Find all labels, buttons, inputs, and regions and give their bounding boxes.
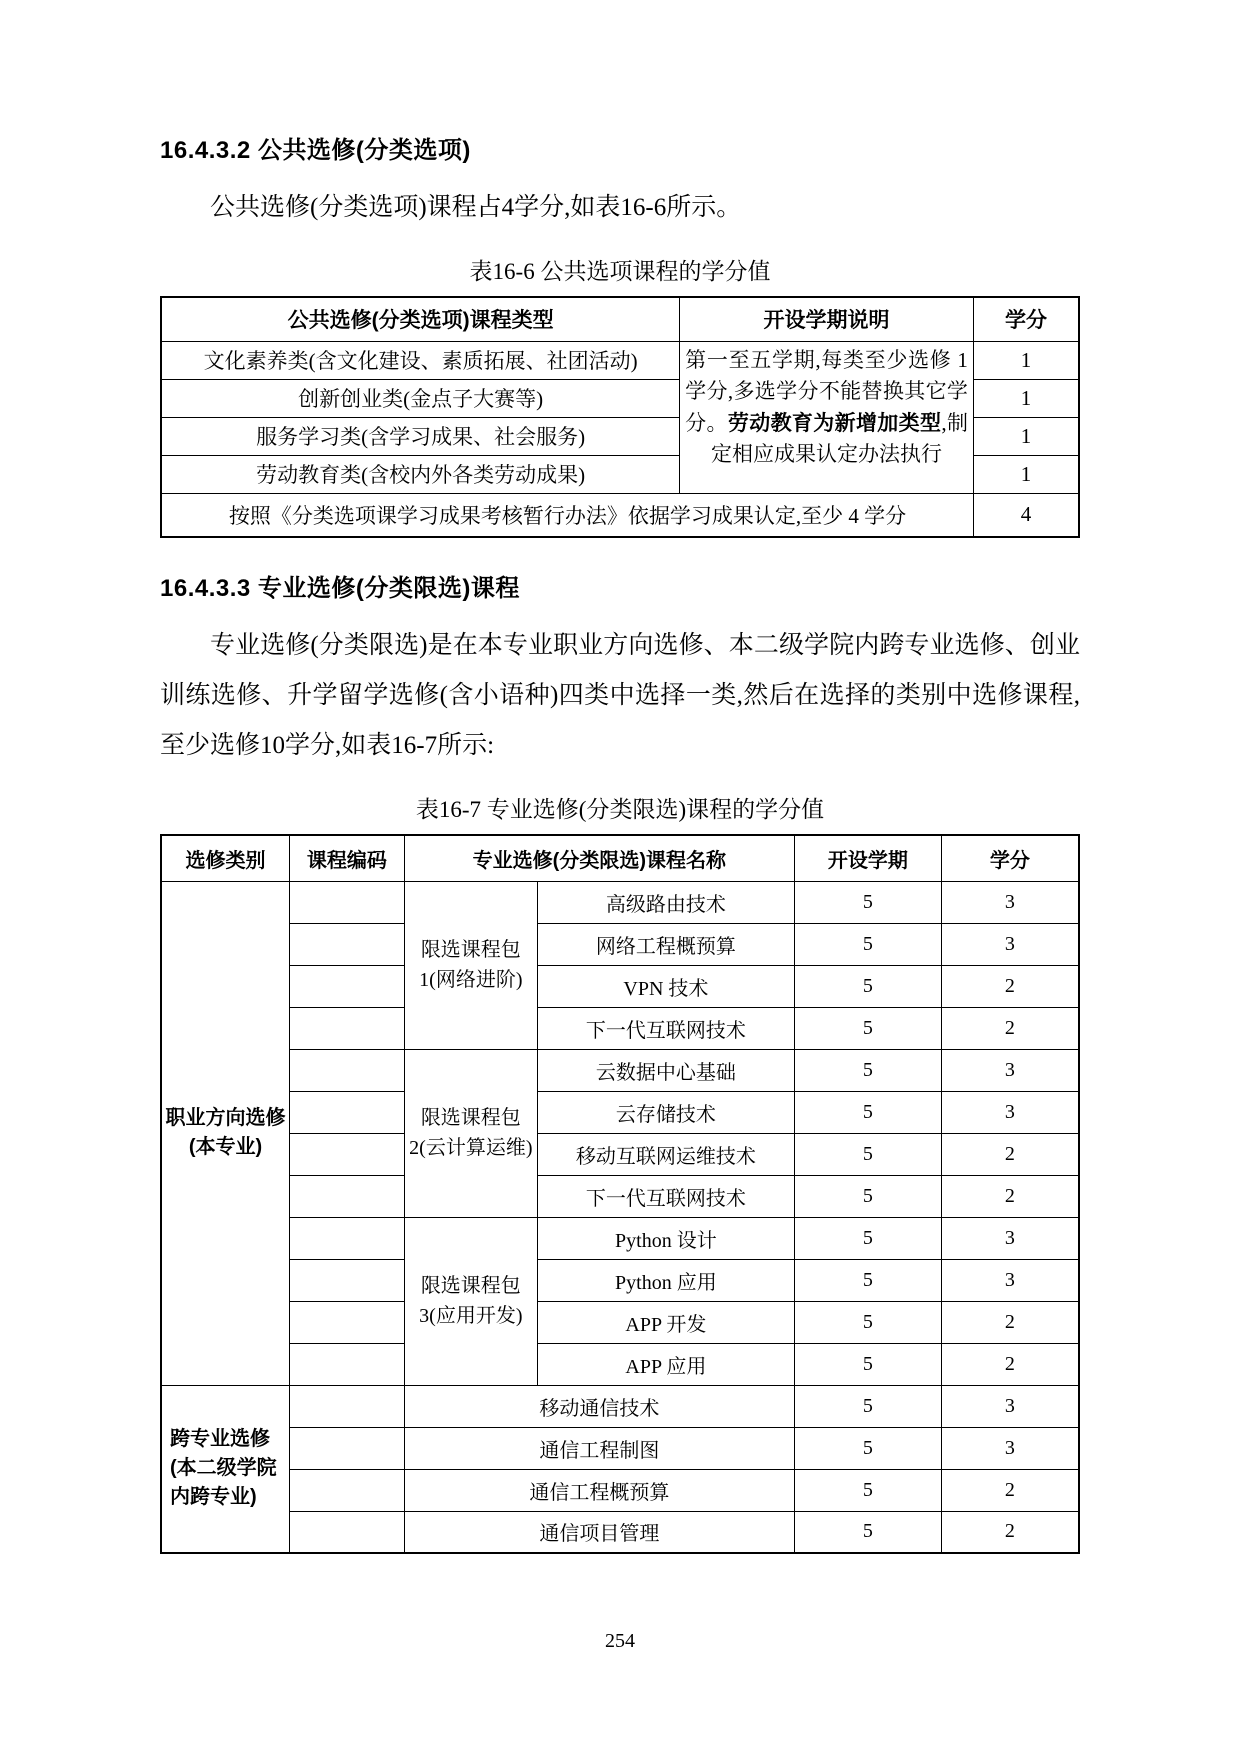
course-type-cell: 劳动教育类(含校内外各类劳动成果) xyxy=(161,455,680,493)
table-16-7 xyxy=(160,834,1080,1554)
semester-cell: 5 xyxy=(794,965,941,1007)
section2-paragraph: 专业选修(分类限选)是在本专业职业方向选修、本二级学院内跨专业选修、创业训练选修、升学留学选修(含小语种)四类中选择一类,然后在选择的类别中选修课程,至少选修10学分,如表16-7所示: xyxy=(160,632,1080,759)
course-name-cell: 通信项目管理 xyxy=(404,1511,794,1553)
course-name-cell: 高级路由技术 xyxy=(537,881,794,923)
table-row xyxy=(161,341,1079,379)
table-header-row xyxy=(161,297,1079,341)
course-name-cell: Python 设计 xyxy=(537,1217,794,1259)
course-code-cell xyxy=(290,923,405,965)
semester-cell: 5 xyxy=(794,1259,941,1301)
t2-header-category: 选修类别 xyxy=(161,835,290,881)
course-name-cell: 下一代互联网技术 xyxy=(537,1175,794,1217)
credit-cell: 2 xyxy=(941,1175,1079,1217)
credit-cell: 3 xyxy=(941,1385,1079,1427)
course-name-cell: APP 应用 xyxy=(537,1343,794,1385)
table-row xyxy=(161,1385,1079,1427)
course-code-cell xyxy=(290,1343,405,1385)
course-code-cell xyxy=(290,1217,405,1259)
semester-cell: 5 xyxy=(794,1175,941,1217)
semester-cell: 5 xyxy=(794,1133,941,1175)
table-row xyxy=(161,1007,1079,1049)
credit-cell: 3 xyxy=(941,881,1079,923)
table-header-row xyxy=(161,835,1079,881)
table-row xyxy=(161,1301,1079,1343)
credit-cell: 2 xyxy=(941,1007,1079,1049)
course-code-cell xyxy=(290,1259,405,1301)
credit-cell: 3 xyxy=(941,1259,1079,1301)
table-16-6-caption: 表16-6 公共选项课程的学分值 xyxy=(469,259,771,284)
credit-cell: 4 xyxy=(973,493,1079,537)
table-row xyxy=(161,1259,1079,1301)
semester-cell: 5 xyxy=(794,1385,941,1427)
course-code-cell xyxy=(290,1175,405,1217)
table-row xyxy=(161,1427,1079,1469)
course-code-cell xyxy=(290,1049,405,1091)
table-row xyxy=(161,1511,1079,1553)
t1-header-course-type: 公共选修(分类选项)课程类型 xyxy=(161,297,680,341)
semester-cell: 5 xyxy=(794,1427,941,1469)
semester-cell: 5 xyxy=(794,1007,941,1049)
credit-cell: 1 xyxy=(973,417,1079,455)
t1-header-semester-note: 开设学期说明 xyxy=(680,297,974,341)
course-type-cell: 文化素养类(含文化建设、素质拓展、社团活动) xyxy=(161,341,680,379)
credit-cell: 3 xyxy=(941,1091,1079,1133)
note-text-part1: 第一至五学期,每类至少选修 1 学分,多选学分不能替换其它学分。 xyxy=(685,347,968,435)
course-code-cell xyxy=(290,965,405,1007)
table-row xyxy=(161,965,1079,1007)
section-heading-16-4-3-2: 16.4.3.2 公共选修(分类选项) xyxy=(160,137,471,164)
credit-cell: 2 xyxy=(941,1133,1079,1175)
semester-cell: 5 xyxy=(794,881,941,923)
course-name-cell: Python 应用 xyxy=(537,1259,794,1301)
semester-cell: 5 xyxy=(794,1343,941,1385)
course-name-cell: 云存储技术 xyxy=(537,1091,794,1133)
course-name-cell: 移动通信技术 xyxy=(404,1385,794,1427)
table-row xyxy=(161,1175,1079,1217)
note-text-part2: ,制定相应成果认定办法执行 xyxy=(711,410,968,466)
table-row xyxy=(161,1091,1079,1133)
course-name-cell: 通信工程制图 xyxy=(404,1427,794,1469)
course-name-cell: 通信工程概预算 xyxy=(404,1469,794,1511)
course-name-cell: 网络工程概预算 xyxy=(537,923,794,965)
category-cell-major: 职业方向选修(本专业) xyxy=(161,881,290,1385)
table-row xyxy=(161,1133,1079,1175)
semester-cell: 5 xyxy=(794,1511,941,1553)
package-cell-1: 限选课程包 1(网络进阶) xyxy=(404,881,537,1049)
semester-cell: 5 xyxy=(794,1217,941,1259)
table-row xyxy=(161,881,1079,923)
t1-header-credit: 学分 xyxy=(973,297,1079,341)
course-code-cell xyxy=(290,1469,405,1511)
course-code-cell xyxy=(290,1007,405,1049)
semester-cell: 5 xyxy=(794,1301,941,1343)
course-code-cell xyxy=(290,1427,405,1469)
credit-cell: 3 xyxy=(941,1427,1079,1469)
credit-cell: 3 xyxy=(941,1217,1079,1259)
credit-cell: 3 xyxy=(941,1049,1079,1091)
table-16-6 xyxy=(160,296,1080,538)
course-type-cell: 服务学习类(含学习成果、社会服务) xyxy=(161,417,680,455)
note-text-bold: 劳动教育为新增加类型 xyxy=(727,411,942,435)
credit-cell: 2 xyxy=(941,1343,1079,1385)
page-number: 254 xyxy=(605,1630,635,1652)
section-heading-16-4-3-3: 16.4.3.3 专业选修(分类限选)课程 xyxy=(160,575,520,602)
course-code-cell xyxy=(290,1511,405,1553)
credit-cell: 1 xyxy=(973,341,1079,379)
t2-header-course-name: 专业选修(分类限选)课程名称 xyxy=(404,835,794,881)
footer-rule-cell: 按照《分类选项课学习成果考核暂行办法》依据学习成果认定,至少 4 学分 xyxy=(161,493,973,537)
course-name-cell: VPN 技术 xyxy=(537,965,794,1007)
t2-header-credit: 学分 xyxy=(941,835,1079,881)
semester-cell: 5 xyxy=(794,1049,941,1091)
table-row xyxy=(161,1469,1079,1511)
credit-cell: 1 xyxy=(973,379,1079,417)
course-name-cell: APP 开发 xyxy=(537,1301,794,1343)
category-cell-cross-major: 跨专业选修(本二级学院内跨专业) xyxy=(161,1385,290,1553)
table-row xyxy=(161,1217,1079,1259)
table-footer-row xyxy=(161,493,1079,537)
t2-header-course-code: 课程编码 xyxy=(290,835,405,881)
credit-cell: 2 xyxy=(941,1469,1079,1511)
semester-cell: 5 xyxy=(794,923,941,965)
semester-note-cell xyxy=(680,341,974,493)
credit-cell: 2 xyxy=(941,1301,1079,1343)
course-name-cell: 移动互联网运维技术 xyxy=(537,1133,794,1175)
table-row xyxy=(161,1343,1079,1385)
course-code-cell xyxy=(290,1133,405,1175)
course-code-cell xyxy=(290,1301,405,1343)
course-code-cell xyxy=(290,1385,405,1427)
credit-cell: 1 xyxy=(973,455,1079,493)
course-code-cell xyxy=(290,1091,405,1133)
course-type-cell: 创新创业类(金点子大赛等) xyxy=(161,379,680,417)
section1-paragraph: 公共选修(分类选项)课程占4学分,如表16-6所示。 xyxy=(210,194,742,221)
credit-cell: 2 xyxy=(941,1511,1079,1553)
semester-cell: 5 xyxy=(794,1469,941,1511)
package-cell-2: 限选课程包 2(云计算运维) xyxy=(404,1049,537,1217)
credit-cell: 2 xyxy=(941,965,1079,1007)
course-code-cell xyxy=(290,881,405,923)
credit-cell: 3 xyxy=(941,923,1079,965)
t2-header-semester: 开设学期 xyxy=(794,835,941,881)
table-row xyxy=(161,923,1079,965)
table-row xyxy=(161,1049,1079,1091)
course-name-cell: 云数据中心基础 xyxy=(537,1049,794,1091)
course-name-cell: 下一代互联网技术 xyxy=(537,1007,794,1049)
semester-cell: 5 xyxy=(794,1091,941,1133)
table-16-7-caption: 表16-7 专业选修(分类限选)课程的学分值 xyxy=(415,797,825,822)
package-cell-3: 限选课程包 3(应用开发) xyxy=(404,1217,537,1385)
